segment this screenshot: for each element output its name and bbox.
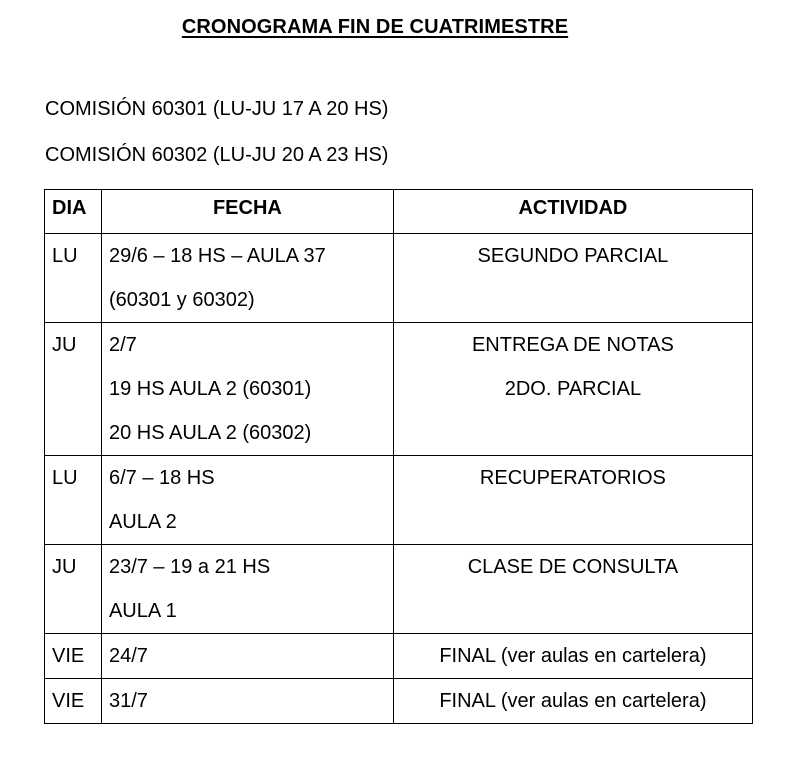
actividad-line: CLASE DE CONSULTA (467, 556, 679, 578)
actividad-line: FINAL (ver aulas en cartelera) (439, 690, 707, 712)
fecha-line: 20 HS AULA 2 (60302) (108, 422, 312, 444)
row-actividad (393, 323, 752, 456)
page-title: CRONOGRAMA FIN DE CUATRIMESTRE (181, 16, 569, 38)
row-fecha (101, 234, 393, 323)
fecha-line: AULA 2 (108, 511, 177, 533)
header-fecha: FECHA (101, 190, 393, 234)
table-row (45, 323, 753, 456)
row-dia: LU (45, 234, 102, 323)
header-actividad: ACTIVIDAD (393, 190, 752, 234)
commission-60302: COMISIÓN 60302 (LU-JU 20 A 23 HS) (45, 144, 389, 166)
schedule-table (44, 189, 753, 724)
fecha-line: 23/7 – 19 a 21 HS (108, 556, 271, 578)
fecha-line: 6/7 – 18 HS (108, 467, 215, 489)
actividad-line: SEGUNDO PARCIAL (477, 245, 669, 267)
fecha-line: 29/6 – 18 HS – AULA 37 (108, 245, 326, 267)
row-fecha (101, 545, 393, 634)
fecha-line: 19 HS AULA 2 (60301) (108, 378, 312, 400)
table-row (45, 545, 753, 634)
commission-60301: COMISIÓN 60301 (LU-JU 17 A 20 HS) (45, 98, 389, 120)
row-dia: JU (45, 545, 102, 634)
row-actividad (393, 545, 752, 634)
row-fecha (101, 323, 393, 456)
actividad-line: FINAL (ver aulas en cartelera) (439, 645, 707, 667)
row-fecha (101, 679, 393, 724)
table-header-row (45, 190, 753, 234)
table-row (45, 234, 753, 323)
fecha-line: 31/7 (108, 690, 148, 712)
row-dia: VIE (45, 679, 102, 724)
table-row (45, 456, 753, 545)
row-dia: VIE (45, 634, 102, 679)
row-fecha (101, 456, 393, 545)
row-fecha (101, 634, 393, 679)
row-actividad (393, 234, 752, 323)
actividad-line: ENTREGA DE NOTAS (471, 334, 674, 356)
row-actividad (393, 679, 752, 724)
fecha-line: 2/7 (108, 334, 137, 356)
table-row (45, 679, 753, 724)
fecha-line: (60301 y 60302) (108, 289, 255, 311)
table-row (45, 634, 753, 679)
row-dia: JU (45, 323, 102, 456)
actividad-line: 2DO. PARCIAL (504, 378, 642, 400)
actividad-line: RECUPERATORIOS (479, 467, 666, 489)
row-actividad (393, 456, 752, 545)
header-dia: DIA (45, 190, 102, 234)
fecha-line: 24/7 (108, 645, 148, 667)
row-actividad (393, 634, 752, 679)
fecha-line: AULA 1 (108, 600, 177, 622)
row-dia: LU (45, 456, 102, 545)
